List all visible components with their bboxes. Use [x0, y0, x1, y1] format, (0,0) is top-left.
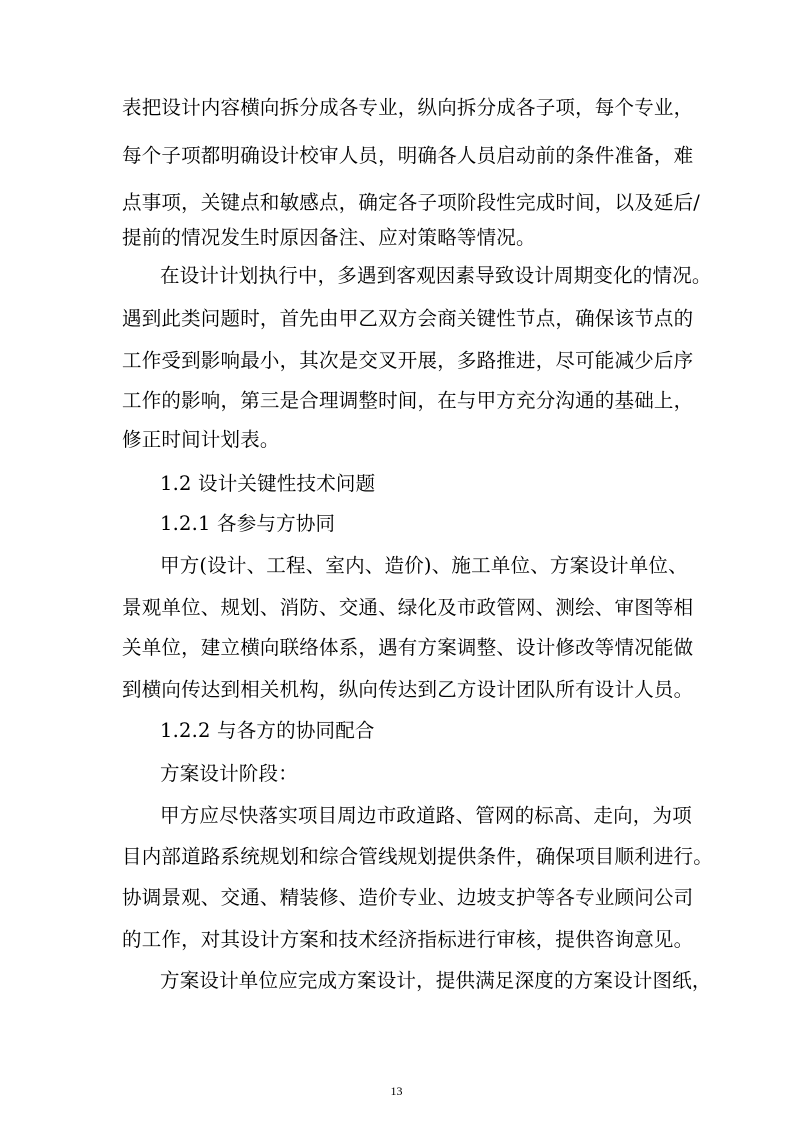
section-heading: 1.2 设计关键性技术问题	[160, 472, 376, 495]
subsection-heading: 1.2.2 与各方的协同配合	[160, 719, 375, 742]
text-line: 提前的情况发生时原因备注、应对策略等情况。	[122, 226, 536, 249]
text-line: 点事项，关键点和敏感点，确定各子项阶段性完成时间，以及延后/	[122, 191, 701, 214]
paragraph-line: 甲方应尽快落实项目周边市政道路、管网的标高、走向，为项	[160, 804, 692, 827]
text-line: 遇到此类问题时，首先由甲乙双方会商关键性节点，确保该节点的	[122, 307, 694, 330]
text-line: 工作受到影响最小，其次是交叉开展，多路推进，尽可能减少后序	[122, 349, 694, 372]
text-line: 每个子项都明确设计校审人员，明确各人员启动前的条件准备，难	[122, 144, 694, 167]
subsection-heading: 1.2.1 各参与方协同	[160, 512, 336, 535]
text-line: 目内部道路系统规划和综合管线规划提供条件，确保项目顺利进行。	[122, 845, 714, 868]
text-line: 工作的影响，第三是合理调整时间，在与甲方充分沟通的基础上，	[122, 389, 694, 412]
paragraph-line: 方案设计阶段：	[160, 762, 298, 785]
paragraph-line: 甲方(设计、工程、室内、造价)、施工单位、方案设计单位、	[160, 554, 688, 577]
text-line: 修正时间计划表。	[122, 428, 280, 451]
page-number: 13	[390, 1084, 403, 1098]
text-line: 表把设计内容横向拆分成各专业，纵向拆分成各子项，每个专业，	[122, 96, 694, 119]
text-line: 的工作，对其设计方案和技术经济指标进行审核，提供咨询意见。	[122, 928, 694, 951]
text-line: 关单位，建立横向联络体系，遇有方案调整、设计修改等情况能做	[122, 636, 694, 659]
paragraph-line: 方案设计单位应完成方案设计，提供满足深度的方案设计图纸，	[160, 969, 712, 992]
text-line: 协调景观、交通、精装修、造价专业、边坡支护等各专业顾问公司	[122, 886, 694, 909]
text-line: 到横向传达到相关机构，纵向传达到乙方设计团队所有设计人员。	[122, 678, 694, 701]
text-line: 景观单位、规划、消防、交通、绿化及市政管网、测绘、审图等相	[122, 596, 694, 619]
paragraph-line: 在设计计划执行中，多遇到客观因素导致设计周期变化的情况。	[160, 264, 712, 287]
